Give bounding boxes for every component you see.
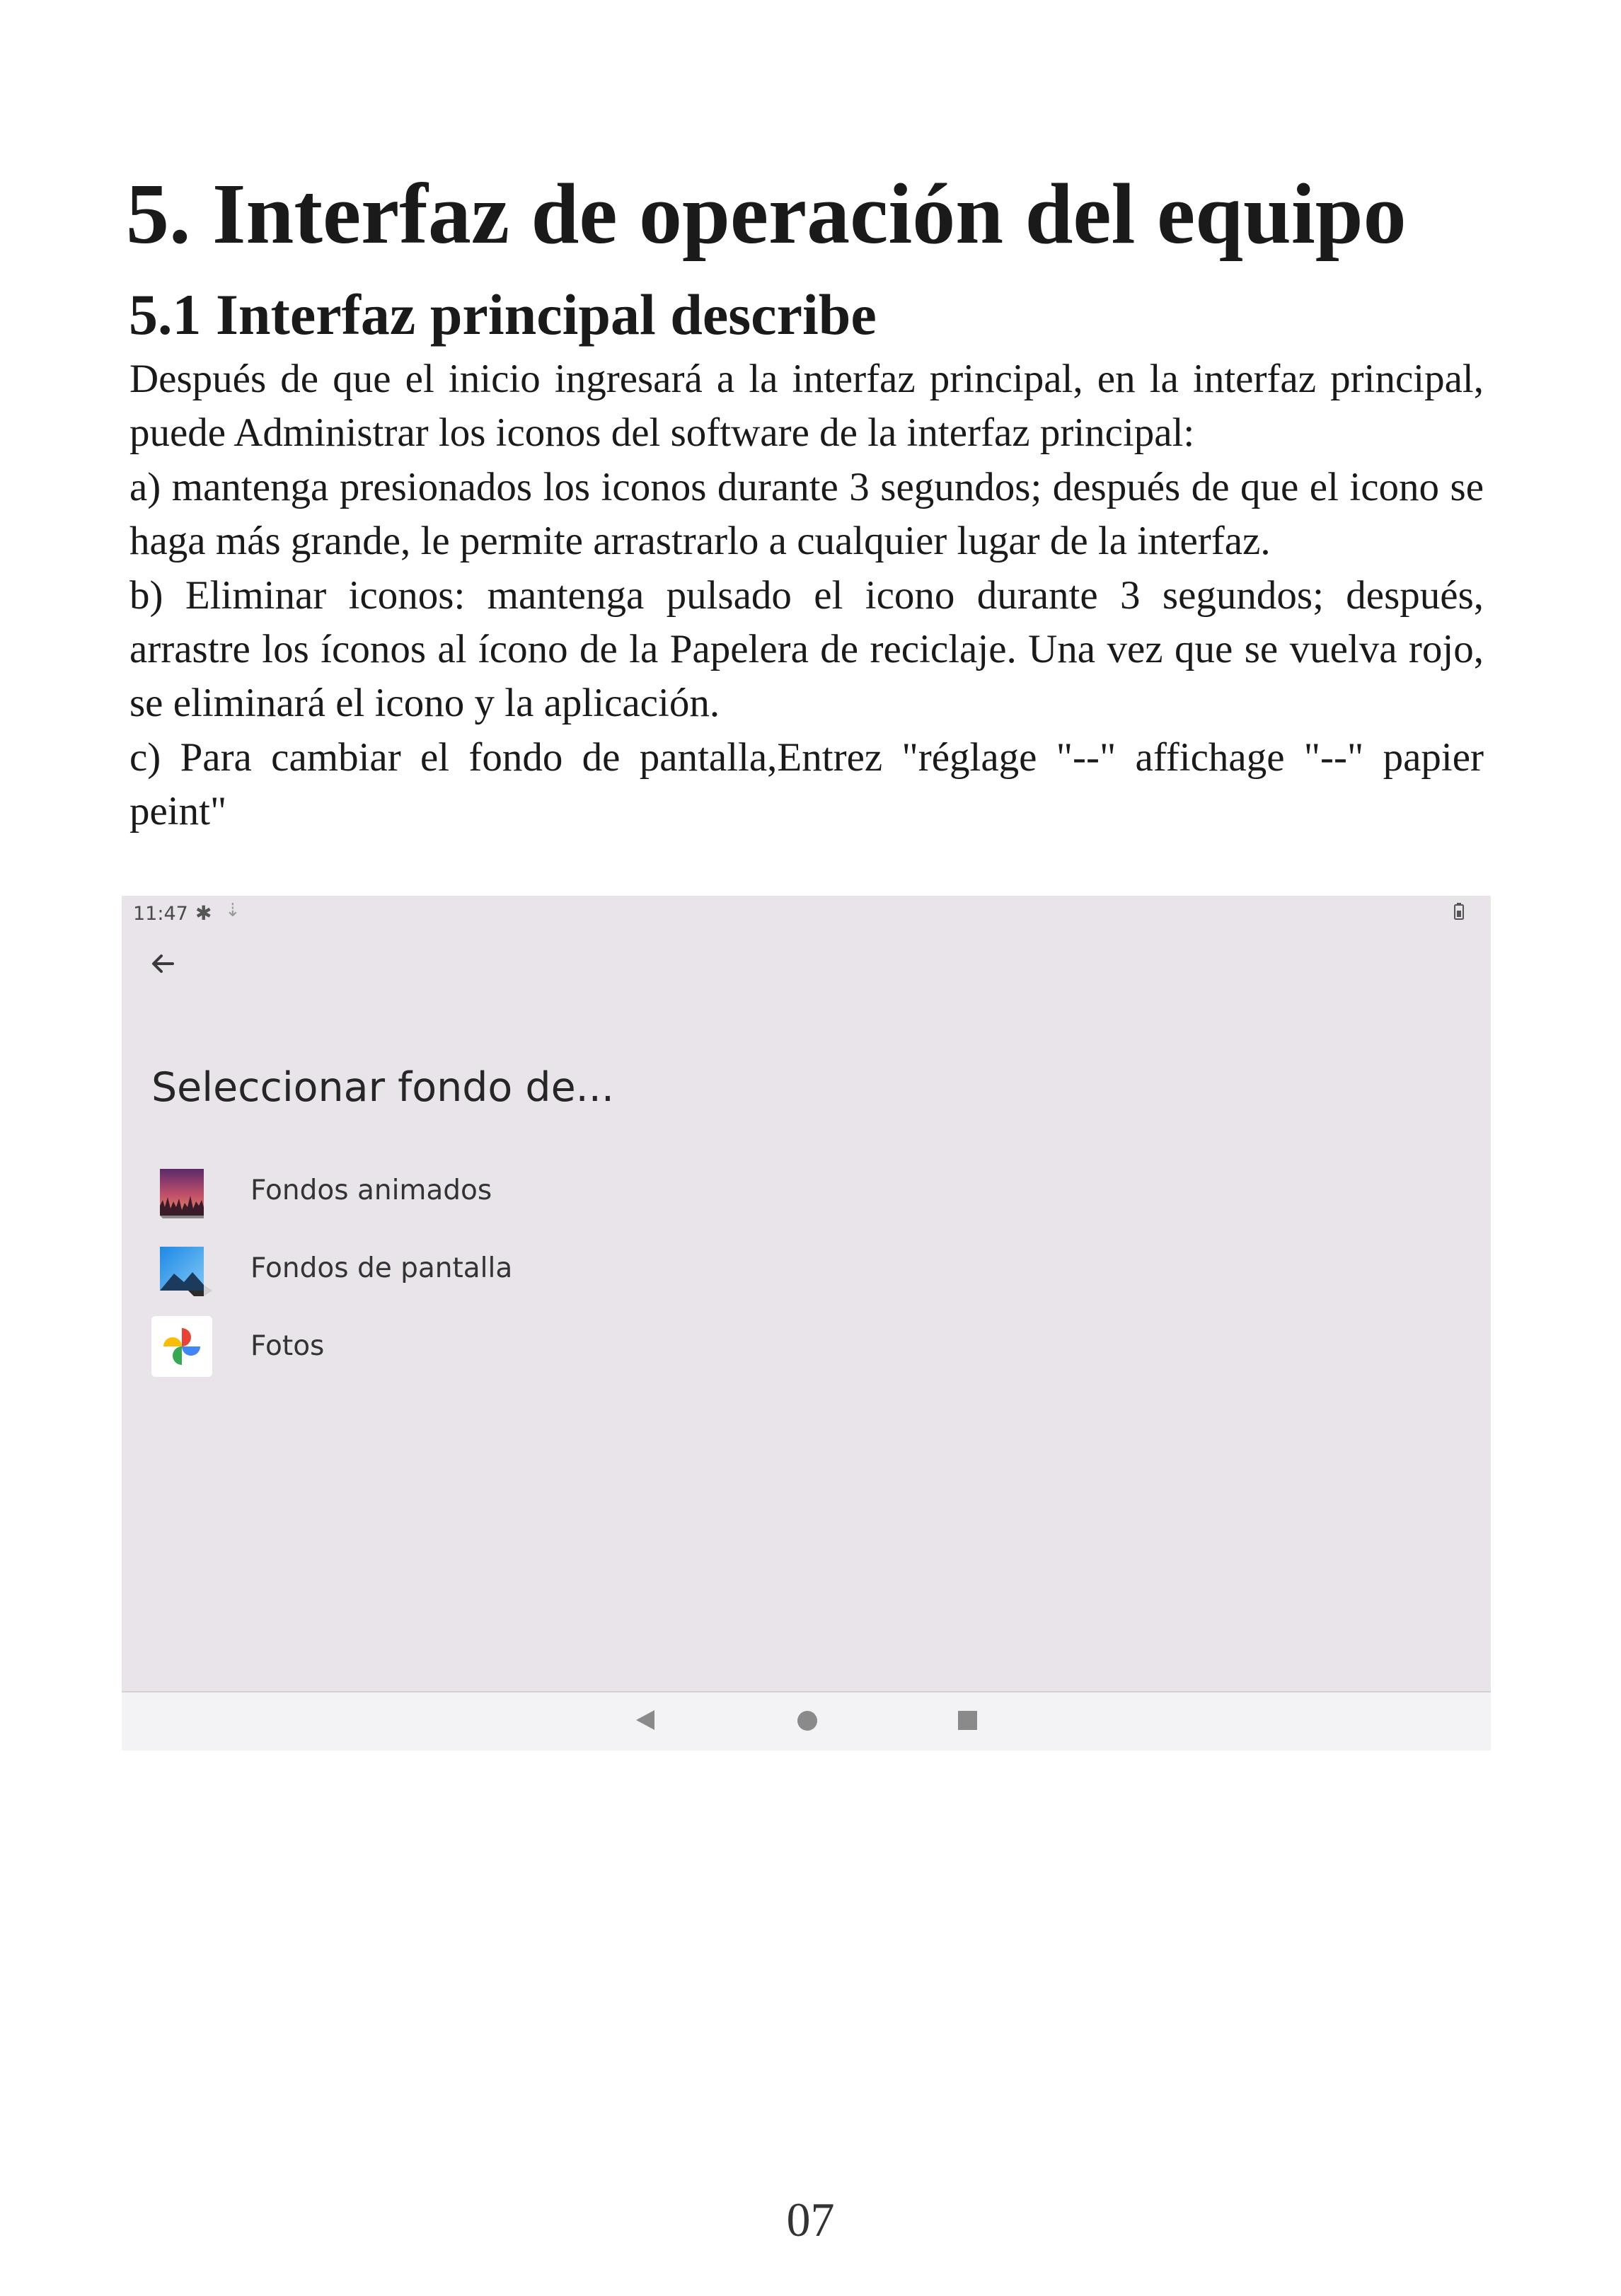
wallpapers-icon (151, 1238, 212, 1299)
page-title: 5. Interfaz de operación del equipo (126, 166, 1407, 262)
menu-item-label: Fondos animados (250, 1175, 492, 1206)
nav-back-icon[interactable] (635, 1709, 656, 1731)
menu-item-photos[interactable] (151, 1316, 717, 1378)
intro-paragraph: Después de que el inicio ingresará a la interfaz principal, en la interfaz principal, puede Administrar los iconos del software de la interfaz principal: (129, 357, 1484, 456)
nav-home-icon[interactable] (797, 1711, 817, 1731)
menu-item-live-wallpapers[interactable] (151, 1160, 717, 1223)
menu-item-label: Fondos de pantalla (250, 1252, 513, 1284)
navigation-bar (122, 1692, 1491, 1750)
settings-gear-icon: ✱ (195, 901, 212, 925)
instruction-c: c) Para cambiar el fondo de pantalla,Entrez "réglage "--" affichage "--" papier peint" (129, 734, 1484, 834)
instruction-b: b) Eliminar iconos: mantenga pulsado el icono durante 3 segundos; después, arrastre los íconos al ícono de la Papelera de reciclaje. Una vez que se vuelva rojo, se eliminará el icono y la aplicación. (129, 572, 1484, 726)
live-wallpaper-icon (151, 1160, 212, 1221)
menu-item-label: Fotos (250, 1330, 325, 1362)
battery-icon (1454, 903, 1464, 920)
arrow-back-icon[interactable] (149, 950, 177, 978)
wallpaper-picker-screenshot (122, 896, 1491, 1750)
screen-heading: Seleccionar fondo de... (151, 1064, 614, 1111)
section-title: 5.1 Interfaz principal describe (129, 282, 877, 347)
page-number: 07 (786, 2193, 835, 2246)
google-photos-icon (151, 1316, 212, 1377)
body-text (129, 352, 1484, 839)
status-bar (122, 896, 1491, 928)
status-time: 11:47 (133, 903, 188, 925)
nav-recents-icon[interactable] (958, 1711, 977, 1730)
menu-item-wallpapers[interactable] (151, 1238, 717, 1300)
download-icon: ⇣ (225, 900, 241, 921)
instruction-a: a) mantenga presionados los iconos durante 3 segundos; después de que el icono se haga más grande, le permite arrastrarlo a cualquier lugar de la interfaz. (129, 464, 1484, 564)
